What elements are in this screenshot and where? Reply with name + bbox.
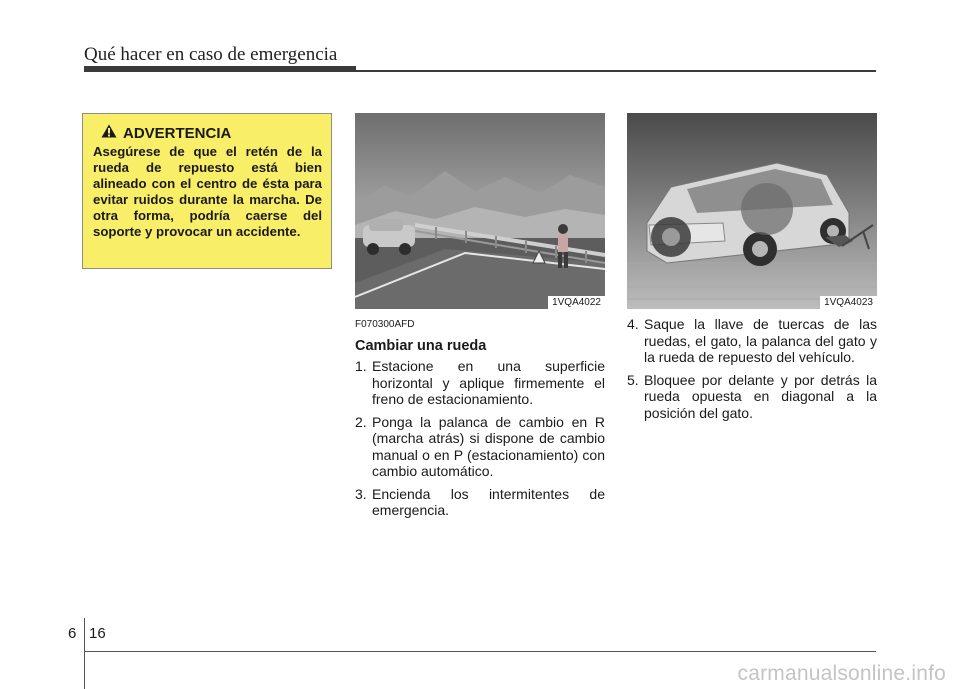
warning-title: ADVERTENCIA [123,124,232,142]
warning-heading [101,124,322,142]
step-item [355,486,605,519]
figure-suv-illustration [627,113,877,309]
section-code: F070300AFD [355,319,415,330]
page-header-title: Qué hacer en caso de emergencia [84,44,338,65]
section-title: Cambiar una rueda [355,337,487,354]
watermark: carmanualsonline.info [737,662,946,685]
step-item [355,414,605,480]
step-number: 5. [627,371,639,388]
step-text: Saque la llave de tuercas de las ruedas, el gato, la palanca del gato y la rueda de repuesto del vehículo. [644,316,877,365]
step-text: Bloquee por delante y por detrás la rueda opuesta en diagonal a la posición del gato. [644,371,877,421]
figure-code: 1VQA4023 [820,296,877,309]
step-item [627,372,877,422]
step-number: 2. [355,413,367,430]
step-number: 3. [355,485,367,502]
footer-chapter-number: 6 [68,625,77,642]
step-text: Encienda los intermitentes de emergencia. [372,485,605,518]
warning-triangle-icon [101,124,117,142]
step-item [355,358,605,408]
footer-vertical-rule [84,618,85,689]
header-rule-thick [84,66,356,72]
footer-page-number: 16 [89,625,106,642]
warning-text: Asegúrese de que el retén de la rueda de repuesto está bien alineado con el centro de ésta para evitar ruidos durante la marcha. De otra forma, podría caerse del soporte y provocar un accidente. [93,144,322,239]
figure-code: 1VQA4022 [548,296,605,309]
header-rule-thin [356,70,876,72]
text-column-right [627,316,877,427]
step-number: 1. [355,358,367,374]
step-text: Estacione en una superficie horizontal y aplique firmemente el freno de estacionamiento. [372,358,605,407]
warning-box [82,113,332,269]
step-item [627,316,877,366]
step-text: Ponga la palanca de cambio en R (marcha atrás) si dispone de cambio manual o en P (estacionamiento) con cambio automático. [372,413,605,479]
highway-scene-drawing [355,113,605,309]
suv-jack-drawing [627,113,877,309]
text-column-left [355,317,605,525]
footer-horizontal-rule [84,651,876,652]
step-number: 4. [627,316,639,332]
figure-highway-illustration [355,113,605,309]
